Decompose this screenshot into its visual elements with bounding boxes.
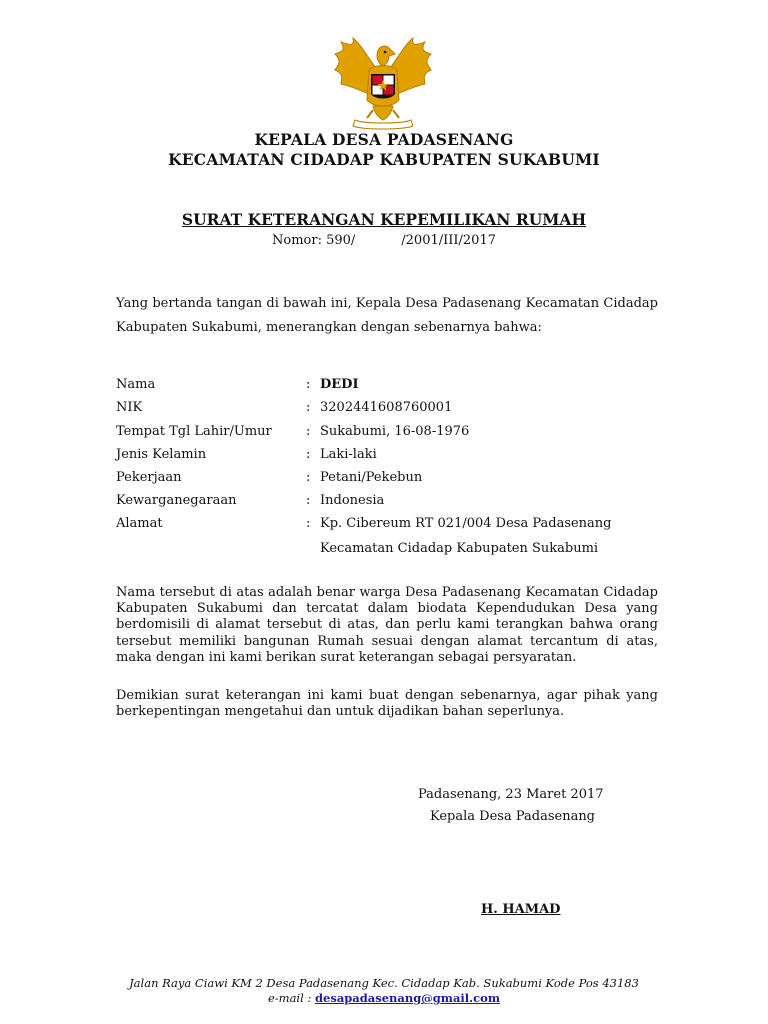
letterhead-district-title: KECAMATAN CIDADAP KABUPATEN SUKABUMI <box>168 150 600 169</box>
field-value: 3202441608760001 <box>320 400 453 415</box>
footer-email-line <box>0 991 768 1005</box>
field-address-line2: Kecamatan Cidadap Kabupaten Sukabumi <box>320 541 599 556</box>
signature-name: H. HAMAD <box>481 902 561 917</box>
field-label: Pekerjaan <box>116 470 182 485</box>
field-label: Jenis Kelamin <box>116 447 207 462</box>
document-number-suffix: /2001/III/2017 <box>401 233 496 248</box>
field-label: Nama <box>116 377 156 392</box>
body-paragraph: Nama tersebut di atas adalah benar warga Desa Padasenang Kecamatan Cidadap Kabupaten Sukabumi dan tercatat dalam biodata Kependudukan Desa yang berdomisili di alamat tersebut di atas, dan perlu kami terangkan bahwa orang tersebut memiliki bangunan Rumah sesuai dengan alamat tercantum di atas, maka dengan ini kami berikan surat keterangan sebagai persyaratan. <box>116 585 658 665</box>
field-label: Tempat Tgl Lahir/Umur <box>116 424 272 439</box>
signature-place-date: Padasenang, 23 Maret 2017 <box>418 787 604 802</box>
document-title: SURAT KETERANGAN KEPEMILIKAN RUMAH <box>181 210 587 229</box>
field-colon: : <box>306 377 311 392</box>
document-number <box>0 233 768 248</box>
field-value: Kp. Cibereum RT 021/004 Desa Padasenang <box>320 516 612 531</box>
field-colon: : <box>306 424 311 439</box>
garuda-pancasila-emblem-icon <box>333 34 433 132</box>
field-value: DEDI <box>320 377 359 392</box>
field-value: Indonesia <box>320 493 385 508</box>
field-colon: : <box>306 447 311 462</box>
field-value: Laki-laki <box>320 447 377 462</box>
letterhead-village-title: KEPALA DESA PADASENANG <box>254 130 514 149</box>
footer-address: Jalan Raya Ciawi KM 2 Desa Padasenang Kec. Cidadap Kab. Sukabumi Kode Pos 43183 <box>129 976 639 990</box>
closing-paragraph: Demikian surat keterangan ini kami buat dengan sebenarnya, agar pihak yang berkepentingan mengetahui dan untuk dijadikan bahan seperlunya. <box>116 688 658 720</box>
footer-email-link[interactable]: desapadasenang@gmail.com <box>314 991 501 1005</box>
field-colon: : <box>306 516 311 531</box>
field-value: Sukabumi, 16-08-1976 <box>320 424 470 439</box>
intro-paragraph: Yang bertanda tangan di bawah ini, Kepala Desa Padasenang Kecamatan Cidadap Kabupaten Sukabumi, menerangkan dengan sebenarnya bahwa: <box>116 296 658 335</box>
field-value: Petani/Pekebun <box>320 470 423 485</box>
document-number-prefix: Nomor: 590/ <box>272 233 356 248</box>
field-label: Alamat <box>116 516 163 531</box>
footer-email-label: e-mail : <box>267 991 315 1005</box>
field-colon: : <box>306 470 311 485</box>
field-label: Kewarganegaraan <box>116 493 237 508</box>
signature-position: Kepala Desa Padasenang <box>430 809 596 824</box>
field-label: NIK <box>116 400 143 415</box>
field-colon: : <box>306 493 311 508</box>
field-colon: : <box>306 400 311 415</box>
